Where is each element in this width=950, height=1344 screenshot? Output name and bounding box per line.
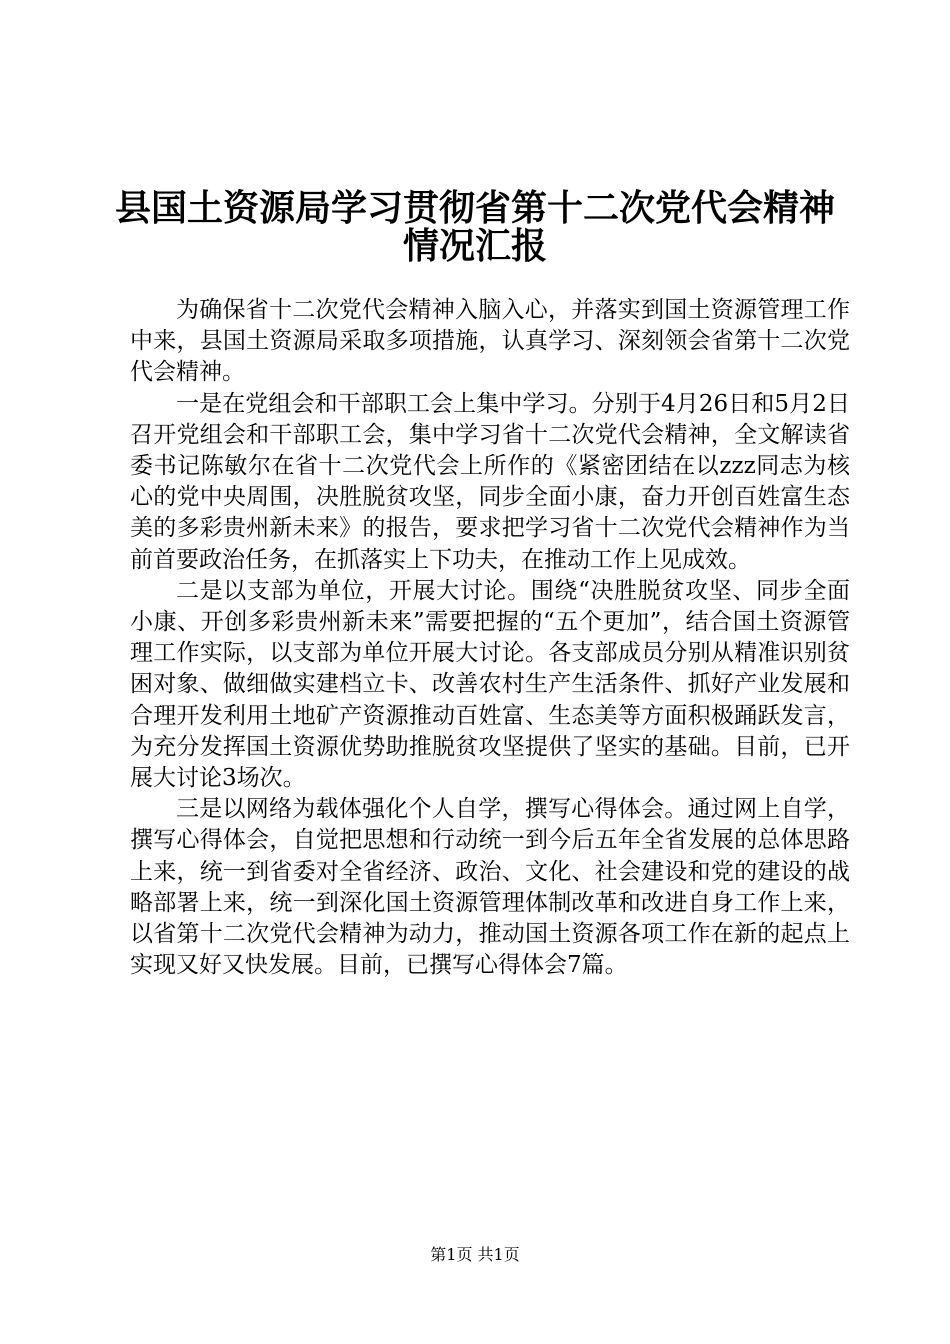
- paragraph-intro: 为确保省十二次党代会精神入脑入心，并落实到国土资源管理工作中来，县国土资源局采取多项措施，认真学习、深刻领会省第十二次党代会精神。: [130, 297, 850, 386]
- document-body: [130, 295, 850, 981]
- paragraph-point-2: 二是以支部为单位，开展大讨论。围绕“决胜脱贫攻坚、同步全面小康、开创多彩贵州新未来”需要把握的“五个更加”，结合国土资源管理工作实际，以支部为单位开展大讨论。各支部成员分别从精准识别贫困对象、做细做实建档立卡、改善农村生产生活条件、抓好产业发展和合理开发利用土地矿产资源推动百姓富、生态美等方面积极踊跃发言，为充分发挥国土资源优势助推脱贫攻坚提供了坚实的基础。目前，已开展大讨论3场次。: [130, 577, 850, 792]
- document-title-line-2: 情况汇报: [402, 225, 547, 267]
- document-title-line-1: 县国土资源局学习贯彻省第十二次党代会精神: [114, 187, 835, 229]
- paragraph-point-1: 一是在党组会和干部职工会上集中学习。分别于4月26日和5月2日召开党组会和干部职工会，集中学习省十二次党代会精神，全文解读省委书记陈敏尔在省十二次党代会上所作的《紧密团结在以zzz同志为核心的党中央周围，决胜脱贫攻坚，同步全面小康，奋力开创百姓富生态美的多彩贵州新未来》的报告，要求把学习省十二次党代会精神作为当前首要政治任务，在抓落实上下功夫，在推动工作上见成效。: [130, 390, 850, 573]
- page-number-footer: 第1页 共1页: [430, 1245, 520, 1264]
- paragraph-point-3: 三是以网络为载体强化个人自学，撰写心得体会。通过网上自学，撰写心得体会，自觉把思想和行动统一到今后五年全省发展的总体思路上来，统一到省委对全省经济、政治、文化、社会建设和党的建设的战略部署上来，统一到深化国土资源管理体制改革和改进自身工作上来，以省第十二次党代会精神为动力，推动国土资源各项工作在新的起点上实现又好又快发展。目前，已撰写心得体会7篇。: [130, 796, 850, 979]
